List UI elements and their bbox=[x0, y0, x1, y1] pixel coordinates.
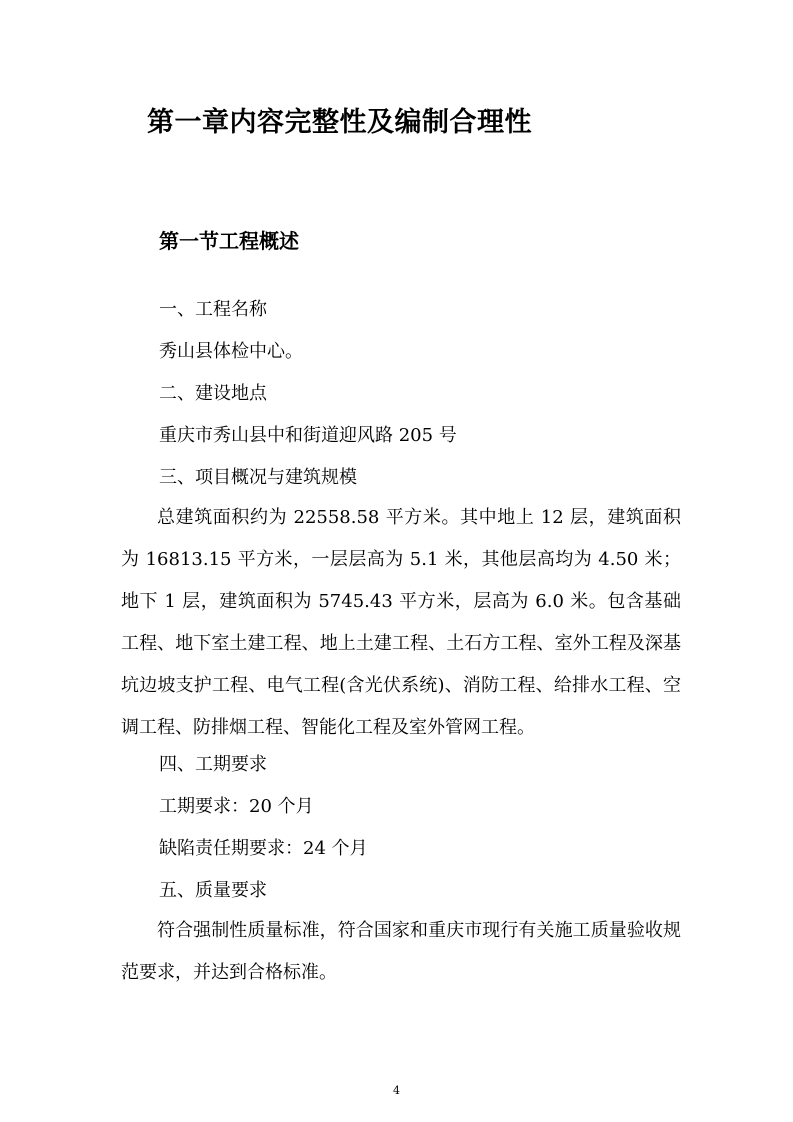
quality-heading: 五、质量要求 bbox=[159, 880, 267, 901]
project-name-heading: 一、工程名称 bbox=[159, 299, 267, 320]
chapter-title: 第一章内容完整性及编制合理性 bbox=[147, 107, 532, 138]
location-value: 重庆市秀山县中和街道迎风路 205 号 bbox=[159, 425, 457, 446]
schedule-value: 工期要求：20 个月 bbox=[159, 796, 314, 817]
overview-heading: 三、项目概况与建筑规模 bbox=[159, 467, 357, 488]
schedule-heading: 四、工期要求 bbox=[159, 754, 267, 775]
project-name-value: 秀山县体检中心。 bbox=[159, 341, 303, 362]
overview-paragraph: 总建筑面积约为 22558.58 平方米。其中地上 12 层，建筑面积为 16813.15 平方米，一层层高为 5.1 米，其他层高均为 4.50 米；地下 1 层，建筑面积为 5745.43 平方米，层高为 6.0 米。包含基础工程、地下室土建工程、地上土建工程、土石方工程、室外工程及深基坑边坡支护工程、电气工程(含光伏系统)、消防工程、给排水工程、空调工程、防排烟工程、智能化工程及室外管网工程。 bbox=[121, 507, 681, 738]
warranty-value: 缺陷责任期要求：24 个月 bbox=[159, 838, 368, 859]
location-heading: 二、建设地点 bbox=[159, 383, 267, 404]
page-number: 4 bbox=[393, 1084, 400, 1097]
quality-paragraph: 符合强制性质量标准，符合国家和重庆市现行有关施工质量验收规范要求，并达到合格标准。 bbox=[121, 920, 681, 983]
section-title: 第一节工程概述 bbox=[159, 229, 299, 253]
